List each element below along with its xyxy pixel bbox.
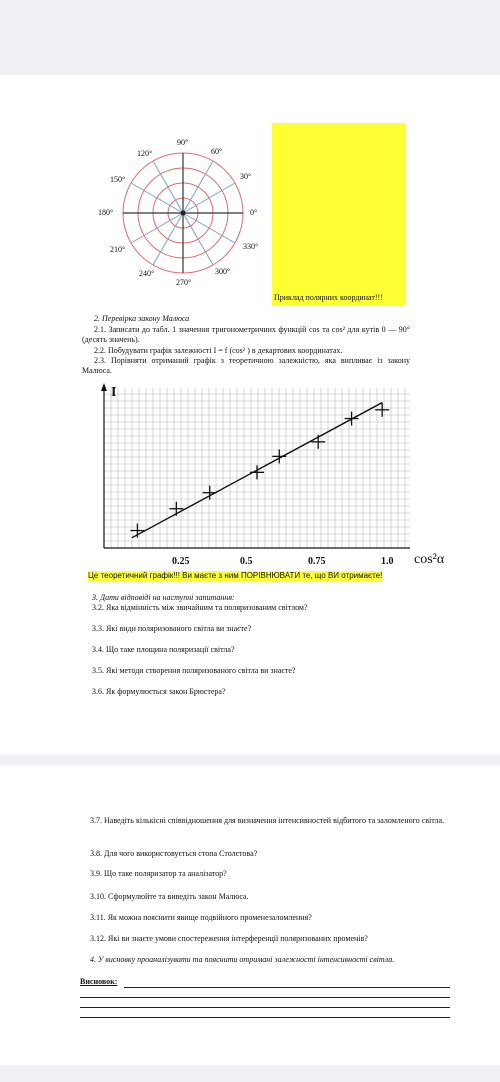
question-item: 3.5. Які методи створення поляризованого світла ви знаєте? (92, 666, 296, 675)
task-4: 4. У висновку проаналізувати та пояснити отримані залежності інтенсивності світла. (90, 955, 395, 964)
angle-label: 90° (177, 138, 189, 147)
angle-label: 240° (139, 269, 155, 278)
polar-spoke (153, 161, 183, 213)
section-3-heading: 3. Дати відповіді на наступні запитання: (92, 593, 235, 602)
polar-spoke (183, 161, 213, 213)
angle-label: 0° (250, 208, 258, 217)
question-item: 3.4. Що таке площина поляризації світла? (92, 645, 235, 654)
item-2-1: 2.1. Записати до табл. 1 значення тригонометричних функцій cos та cos² для кутів 0 — 90° (десять значень). (82, 325, 410, 344)
angle-label: 150° (110, 175, 126, 184)
answer-line (80, 997, 450, 998)
question-3-7: 3.7. Наведіть кількісні співвідношення для визначення інтенсивностей відбитого та заломленого світла. (90, 816, 445, 825)
yellow-highlight-box (272, 123, 406, 306)
question-item: 3.12. Які ви знаєте умови спостереження інтерференції поляризованих променів? (90, 934, 368, 943)
answer-line (80, 1017, 450, 1018)
polar-spoke (131, 213, 183, 243)
y-axis-arrow (101, 383, 107, 391)
y-axis-label: I (111, 385, 117, 400)
x-tick-label: 0.25 (172, 556, 190, 567)
question-item: 3.3. Які види поляризованого світла ви знаєте? (92, 624, 252, 633)
x-tick-label: 1.0 (381, 556, 394, 567)
question-item: 3.2. Яка відмінність між звичайним та поляризованим світлом? (92, 603, 308, 612)
item-2-3: 2.3. Порівняти отриманий графік з теоретичною залежністю, яка випливає із закону Малюса. (82, 356, 410, 375)
angle-label: 30° (240, 172, 252, 181)
angle-label: 210° (110, 245, 126, 254)
yellow-box-caption: Приклад полярних координат!!! (274, 293, 383, 302)
question-item: 3.11. Як можна пояснити явище подвійного променезаломлення? (90, 913, 312, 922)
question-item: 3.10. Сформулюйте та виведіть закон Малюса. (90, 892, 249, 901)
angle-label: 330° (243, 242, 259, 251)
section-2-heading: 2. Перевірка закону Малюса (94, 314, 190, 323)
polar-spoke (183, 213, 213, 265)
document-page-2 (0, 765, 500, 1065)
conclusion-label: Висновок: (80, 977, 118, 986)
angle-label: 180° (98, 208, 114, 217)
x-tick-label: 0.5 (240, 556, 253, 567)
answer-line (80, 1007, 450, 1008)
x-axis-label: cos²α (414, 552, 445, 567)
polar-spoke (183, 183, 235, 213)
answer-line (124, 987, 450, 988)
x-tick-label: 0.75 (308, 556, 326, 567)
angle-label: 270° (176, 278, 192, 287)
angle-label: 300° (215, 267, 231, 276)
question-item: 3.8. Для чого використовується стопа Столєтова? (90, 849, 258, 858)
question-item: 3.6. Як формулюється закон Брюстера? (92, 687, 226, 696)
polar-spoke (183, 213, 235, 243)
data-point-marker (130, 524, 144, 538)
polar-spoke (153, 213, 183, 265)
theory-note: Це теоретичний графік!!! Ви маєте з ним ПОРІВНЮВАТИ те, що ВИ отримаєте! (88, 571, 383, 580)
angle-label: 120° (137, 149, 153, 158)
question-item: 3.9. Що таке поляризатор та аналізатор? (90, 869, 227, 878)
polar-origin (181, 211, 186, 216)
malus-chart (88, 378, 468, 578)
data-point-marker (345, 412, 359, 426)
item-2-2: 2.2. Побудувати графік залежності I = f (cos² ) в декартових координатах. (94, 346, 343, 355)
polar-spoke (131, 183, 183, 213)
angle-label: 60° (211, 147, 223, 156)
data-point-marker (311, 435, 325, 449)
document-page-1 (0, 75, 500, 755)
